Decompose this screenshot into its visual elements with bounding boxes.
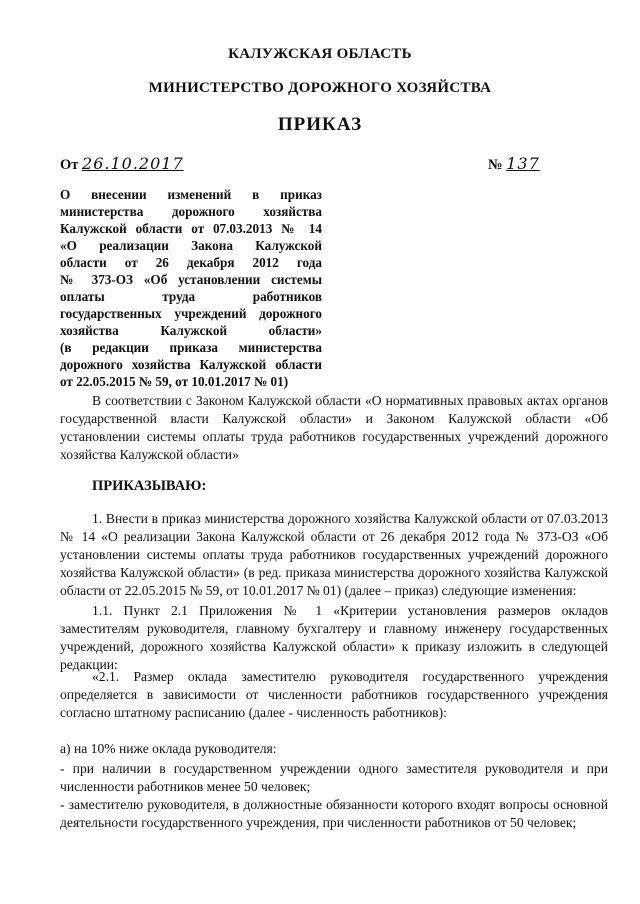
subject-line: «О реализации Закона Калужской xyxy=(60,238,322,253)
item-a-paragraph: а) на 10% ниже оклада руководителя: xyxy=(60,741,277,756)
order-date xyxy=(60,154,184,174)
region-title: КАЛУЖСКАЯ ОБЛАСТЬ xyxy=(228,46,412,62)
subject-line: О внесении изменений в приказ xyxy=(60,187,322,202)
item-a-bullet-2: - заместителю руководителя, в должностные обязанности которого входят вопросы основной деятельности государственного учреждения, при численности работников от 50 человек; xyxy=(60,797,608,830)
number-value: 137 xyxy=(506,154,540,173)
document-type-title: ПРИКАЗ xyxy=(277,114,363,135)
subject-block xyxy=(60,186,322,390)
clause-1-1-paragraph: 1.1. Пункт 2.1 Приложения № 1 «Критерии установления размеров окладов заместителям руководителя, главному бухгалтеру и главному инженеру государственных учреждений, дорожного хозяйства Калужской области» к приказу изложить в следующей редакции: xyxy=(60,603,608,672)
subject-line: оплаты труда работников xyxy=(60,289,322,304)
subject-line: № 373-ОЗ «Об установлении системы xyxy=(60,272,322,287)
order-number xyxy=(488,154,540,174)
date-label: От xyxy=(60,157,79,173)
subject-line: области от 26 декабря 2012 года xyxy=(60,255,322,270)
number-label: № xyxy=(488,157,503,173)
order-word: ПРИКАЗЫВАЮ: xyxy=(92,478,207,494)
subject-line: министерства дорожного хозяйства xyxy=(60,204,322,219)
subject-line: (в редакции приказа министерства xyxy=(60,340,322,355)
preamble-paragraph: В соответствии с Законом Калужской области «О нормативных правовых актах органов государственной власти Калужской области» и Законом Калужской области «Об установлении системы оплаты труда работников государственных учреждений дорожного хозяйства Калужской области» xyxy=(60,393,608,462)
subject-line: дорожного хозяйства Калужской области xyxy=(60,357,322,372)
item-a-bullet-1: - при наличии в государственном учреждении одного заместителя руководителя и при численности работников менее 50 человек; xyxy=(60,761,608,794)
clause-2-1-paragraph: «2.1. Размер оклада заместителю руководителя государственного учреждения определяется в зависимости от численности работников государственного учреждения согласно штатному расписанию (далее - численность работников): xyxy=(60,669,608,720)
date-value: 26.10.2017 xyxy=(82,154,184,173)
subject-line: государственных учреждений дорожного xyxy=(60,306,322,321)
clause-1-paragraph: 1. Внести в приказ министерства дорожного хозяйства Калужской области от 07.03.2013 № 14 «О реализации Закона Калужской области от 26 декабря 2012 года № 373-ОЗ «Об установлении системы оплаты труда работников государственных учреждений дорожного хозяйства Калужской области» (в ред. приказа министерства дорожного хозяйства Калужской области от 22.05.2015 № 59, от 10.01.2017 № 01) (далее – приказ) следующие изменения: xyxy=(60,511,608,598)
subject-line: от 22.05.2015 № 59, от 10.01.2017 № 01) xyxy=(60,374,289,389)
ministry-title: МИНИСТЕРСТВО ДОРОЖНОГО ХОЗЯЙСТВА xyxy=(148,80,492,96)
subject-line: Калужской области от 07.03.2013 № 14 xyxy=(60,221,322,236)
subject-line: хозяйства Калужской области» xyxy=(60,323,322,338)
